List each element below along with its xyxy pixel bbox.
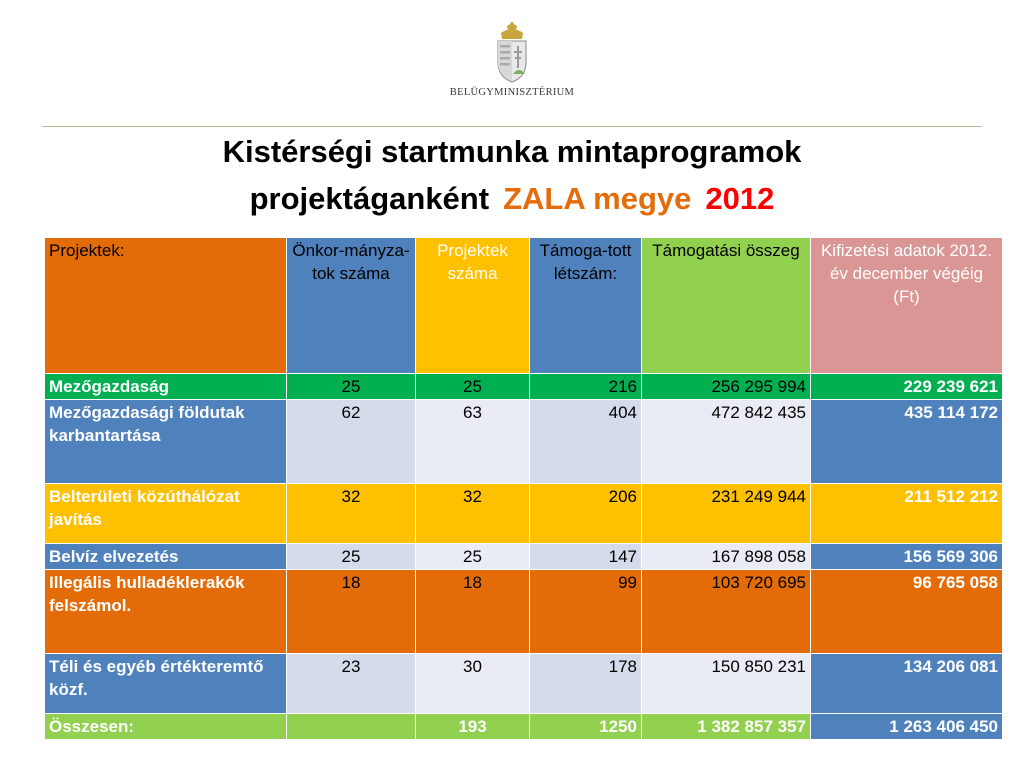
cell-headcount: 147 <box>530 544 642 570</box>
table-row <box>45 654 1003 714</box>
cell-payment: 96 765 058 <box>811 570 1003 654</box>
header-divider <box>42 126 982 127</box>
cell-support-amount: 167 898 058 <box>642 544 811 570</box>
row-label: Mezőgazdaság <box>45 374 287 400</box>
total-support-amount: 1 382 857 357 <box>642 714 811 740</box>
cell-headcount: 178 <box>530 654 642 714</box>
header-municipalities: Önkor-mányza-tok száma <box>287 238 416 374</box>
row-label: Téli és egyéb értékteremtő közf. <box>45 654 287 714</box>
table-row <box>45 544 1003 570</box>
title-county: ZALA megye <box>503 181 692 216</box>
total-payment: 1 263 406 450 <box>811 714 1003 740</box>
row-label: Illegális hulladéklerakók felszámol. <box>45 570 287 654</box>
title-subject: projektáganként <box>249 181 490 216</box>
cell-payment: 134 206 081 <box>811 654 1003 714</box>
cell-municipalities: 18 <box>287 570 416 654</box>
table-row <box>45 484 1003 544</box>
cell-project-count: 32 <box>416 484 530 544</box>
cell-project-count: 63 <box>416 400 530 484</box>
header-project-count: Projektek száma <box>416 238 530 374</box>
total-label: Összesen: <box>45 714 287 740</box>
cell-headcount: 404 <box>530 400 642 484</box>
cell-payment: 156 569 306 <box>811 544 1003 570</box>
ministry-logo <box>440 22 584 98</box>
header-supported-headcount: Támoga-tott létszám: <box>530 238 642 374</box>
row-label: Belvíz elvezetés <box>45 544 287 570</box>
cell-headcount: 216 <box>530 374 642 400</box>
cell-municipalities: 25 <box>287 544 416 570</box>
total-headcount: 1250 <box>530 714 642 740</box>
projects-table <box>44 237 1003 740</box>
page-title <box>60 128 964 222</box>
table-header-row <box>45 238 1003 374</box>
header-support-amount: Támogatási összeg <box>642 238 811 374</box>
cell-support-amount: 150 850 231 <box>642 654 811 714</box>
cell-headcount: 99 <box>530 570 642 654</box>
cell-support-amount: 103 720 695 <box>642 570 811 654</box>
cell-headcount: 206 <box>530 484 642 544</box>
header-payment-data: Kifizetési adatok 2012. év december végéig (Ft) <box>811 238 1003 374</box>
cell-support-amount: 256 295 994 <box>642 374 811 400</box>
title-year: 2012 <box>705 181 775 216</box>
cell-support-amount: 472 842 435 <box>642 400 811 484</box>
cell-municipalities: 25 <box>287 374 416 400</box>
cell-payment: 435 114 172 <box>811 400 1003 484</box>
cell-payment: 211 512 212 <box>811 484 1003 544</box>
cell-municipalities: 23 <box>287 654 416 714</box>
cell-municipalities: 32 <box>287 484 416 544</box>
title-line-1: Kistérségi startmunka mintaprogramok <box>222 134 802 169</box>
row-label: Mezőgazdasági földutak karbantartása <box>45 400 287 484</box>
cell-project-count: 30 <box>416 654 530 714</box>
total-municipalities <box>287 714 416 740</box>
cell-project-count: 25 <box>416 374 530 400</box>
table-row <box>45 400 1003 484</box>
total-project-count: 193 <box>416 714 530 740</box>
table-total-row <box>45 714 1003 740</box>
cell-payment: 229 239 621 <box>811 374 1003 400</box>
ministry-name: BELÜGYMINISZTÉRIUM <box>449 87 575 98</box>
cell-project-count: 25 <box>416 544 530 570</box>
row-label: Belterületi közúthálózat javítás <box>45 484 287 544</box>
coat-of-arms-icon <box>492 22 532 84</box>
cell-project-count: 18 <box>416 570 530 654</box>
cell-municipalities: 62 <box>287 400 416 484</box>
table-row <box>45 570 1003 654</box>
header-projects: Projektek: <box>45 238 287 374</box>
cell-support-amount: 231 249 944 <box>642 484 811 544</box>
title-line-2 <box>60 175 964 222</box>
table-row <box>45 374 1003 400</box>
